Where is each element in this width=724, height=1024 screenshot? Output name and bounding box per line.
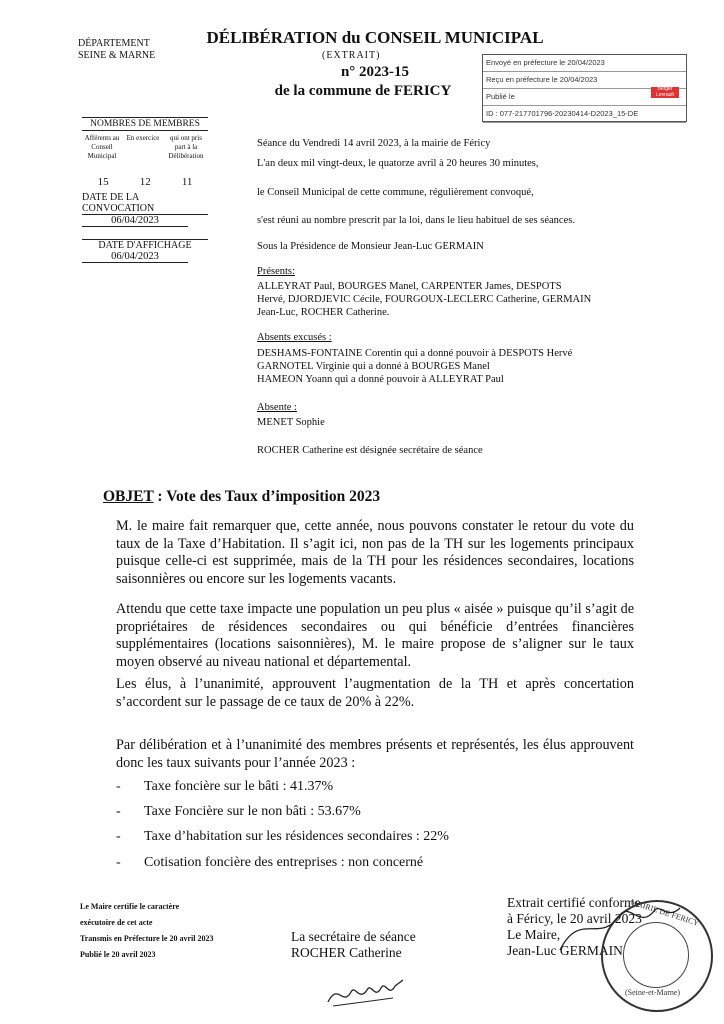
- absents-list: [257, 347, 657, 386]
- publie-line: Publié le 20 avril 2023: [80, 950, 156, 959]
- objet-separator: :: [153, 488, 167, 505]
- rate-item: - Taxe Foncière sur le non bâti : 53.67%: [116, 804, 361, 819]
- absents-line-1: DESHAMS-FONTAINE Corentin qui a donné pouvoir à DESPOTS Hervé: [257, 348, 573, 359]
- col-votants: qui ont pris part à la Délibération: [168, 134, 204, 160]
- department-name: SEINE & MARNE: [78, 50, 156, 61]
- absents-label: Absents excusés :: [257, 332, 332, 343]
- secretary-signature: [323, 962, 413, 1012]
- rate-item: - Taxe d’habitation sur les résidences secondaires : 22%: [116, 829, 449, 844]
- count-votants: 11: [181, 176, 193, 188]
- deliberation-number: n° 2023-15: [340, 64, 410, 80]
- seal-bottom-text: (Seine-et-Marne): [625, 988, 681, 997]
- seal-top-text: MAIRIE DE FERICY: [629, 897, 701, 928]
- presents-label: Présents:: [257, 266, 295, 277]
- rate-text: Cotisation foncière des entreprises : non concerné: [144, 855, 424, 870]
- secretary-title: La secrétaire de séance: [291, 929, 416, 944]
- secretary-block: [291, 929, 416, 961]
- presents-list: [257, 280, 657, 319]
- col-afferents: Afférents au Conseil Municipal: [84, 134, 120, 160]
- rate-item: - Cotisation foncière des entreprises : non concerné: [116, 855, 424, 870]
- extract-label: (EXTRAIT): [322, 50, 381, 61]
- seance-line-4: s'est réuni au nombre prescrit par la loi, dans le lieu habituel de ses séances.: [257, 215, 575, 226]
- seance-line-2: L'an deux mil vingt-deux, le quatorze avril à 20 heures 30 minutes,: [257, 158, 539, 169]
- mayor-signature: [540, 890, 690, 970]
- extrait-line-2: à Féricy, le 20 avril 2023: [507, 911, 642, 926]
- members-counts: [82, 176, 208, 188]
- members-columns: [82, 134, 208, 161]
- stamp-sent: Envoyé en préfecture le 20/04/2023: [483, 55, 686, 72]
- department-label: DÉPARTEMENT: [78, 38, 150, 49]
- transmis-line: Transmis en Préfecture le 20 avril 2023: [80, 934, 214, 943]
- certify-line-1: Le Maire certifie le caractère: [80, 902, 180, 911]
- count-afferents: 15: [97, 176, 109, 188]
- affichage-date: 06/04/2023: [82, 251, 188, 263]
- objet-heading: [103, 488, 380, 506]
- berger-levrault-logo: Berger Levrault: [651, 87, 679, 98]
- objet-label: OBJET: [103, 488, 154, 505]
- absente-label: Absente :: [257, 402, 297, 413]
- paragraph-4: Par délibération et à l’unanimité des membres présents et représentés, les élus approuvent donc les taux suivants pour l’année 2023 :: [116, 737, 634, 771]
- seance-line-3: le Conseil Municipal de cette commune, régulièrement convoqué,: [257, 187, 534, 198]
- absents-line-2: GARNOTEL Virginie qui a donné à BOURGES Manel: [257, 361, 490, 372]
- secretary-name: ROCHER Catherine: [291, 945, 402, 960]
- prefecture-stamp: [482, 54, 687, 122]
- affichage-label: DATE D'AFFICHAGE: [82, 239, 208, 251]
- presents-line-2: Hervé, DJORDJEVIC Cécile, FOURGOUX-LECLERC Catherine, GERMAIN: [257, 294, 592, 305]
- stamp-published: Publié le: [483, 89, 686, 106]
- certification-block: [80, 899, 270, 963]
- objet-title: Vote des Taux d’imposition 2023: [166, 488, 381, 505]
- presents-line-3: Jean-Luc, ROCHER Catherine.: [257, 307, 390, 318]
- extrait-line-4: Jean-Luc GERMAIN: [507, 943, 623, 958]
- convocation-date: 06/04/2023: [82, 215, 188, 227]
- presents-line-1: ALLEYRAT Paul, BOURGES Manel, CARPENTER James, DESPOTS: [257, 281, 562, 292]
- members-block: [82, 117, 208, 263]
- extrait-line-1: Extrait certifié conforme: [507, 895, 641, 910]
- seance-line-1: Séance du Vendredi 14 avril 2023, à la mairie de Féricy: [257, 138, 491, 149]
- convocation-label: DATE DE LA CONVOCATION: [82, 192, 208, 215]
- commune-name: de la commune de FERICY: [274, 83, 452, 99]
- members-heading: NOMBRES DE MEMBRES: [82, 117, 208, 131]
- rate-text: Taxe foncière sur le bâti : 41.37%: [144, 779, 334, 794]
- paragraph-1: M. le maire fait remarquer que, cette année, nous pouvons constater le retour du vote du taux de la Taxe d’Habitation. Il s’agit ici, non pas de la TH sur les logements principaux puisque celle-ci est supprimée, mais de la TH pour les résidences secondaires, locations saisonnières ou encore sur les logements vacants.: [116, 518, 634, 587]
- absente-name: MENET Sophie: [257, 417, 325, 428]
- count-exercice: 12: [139, 176, 151, 188]
- rate-text: Taxe Foncière sur le non bâti : 53.67%: [144, 804, 361, 819]
- seance-line-5: Sous la Présidence de Monsieur Jean-Luc GERMAIN: [257, 241, 484, 252]
- document-title: DÉLIBÉRATION du CONSEIL MUNICIPAL: [206, 28, 544, 47]
- rate-text: Taxe d’habitation sur les résidences secondaires : 22%: [144, 829, 449, 844]
- stamp-received: Reçu en préfecture le 20/04/2023: [483, 72, 686, 89]
- secretary-line: ROCHER Catherine est désignée secrétaire de séance: [257, 445, 483, 456]
- absents-line-3: HAMEON Yoann qui a donné pouvoir à ALLEYRAT Paul: [257, 374, 504, 385]
- rate-item: - Taxe foncière sur le bâti : 41.37%: [116, 779, 334, 794]
- col-exercice: En exercice: [126, 134, 160, 142]
- stamp-id: ID : 077-217701796-20230414-D2023_15-DE: [483, 106, 686, 123]
- certify-line-2: exécutoire de cet acte: [80, 918, 153, 927]
- extrait-line-3: Le Maire,: [507, 927, 561, 942]
- paragraph-2: Attendu que cette taxe impacte une population un peu plus « aisée » puisque qu’il s’agit de propriétaires de résidences secondaires ou qui bénéficie d’entrées financières supplémentaires (locations saisonnières), M. le maire propose de s’aligner sur le taux moyen observé au niveau national et départemental.: [116, 601, 634, 670]
- department-block: [78, 38, 155, 62]
- paragraph-3: Les élus, à l’unanimité, approuvent l’augmentation de la TH et après concertation s’accordent sur le passage de ce taux de 20% à 22%.: [116, 676, 634, 710]
